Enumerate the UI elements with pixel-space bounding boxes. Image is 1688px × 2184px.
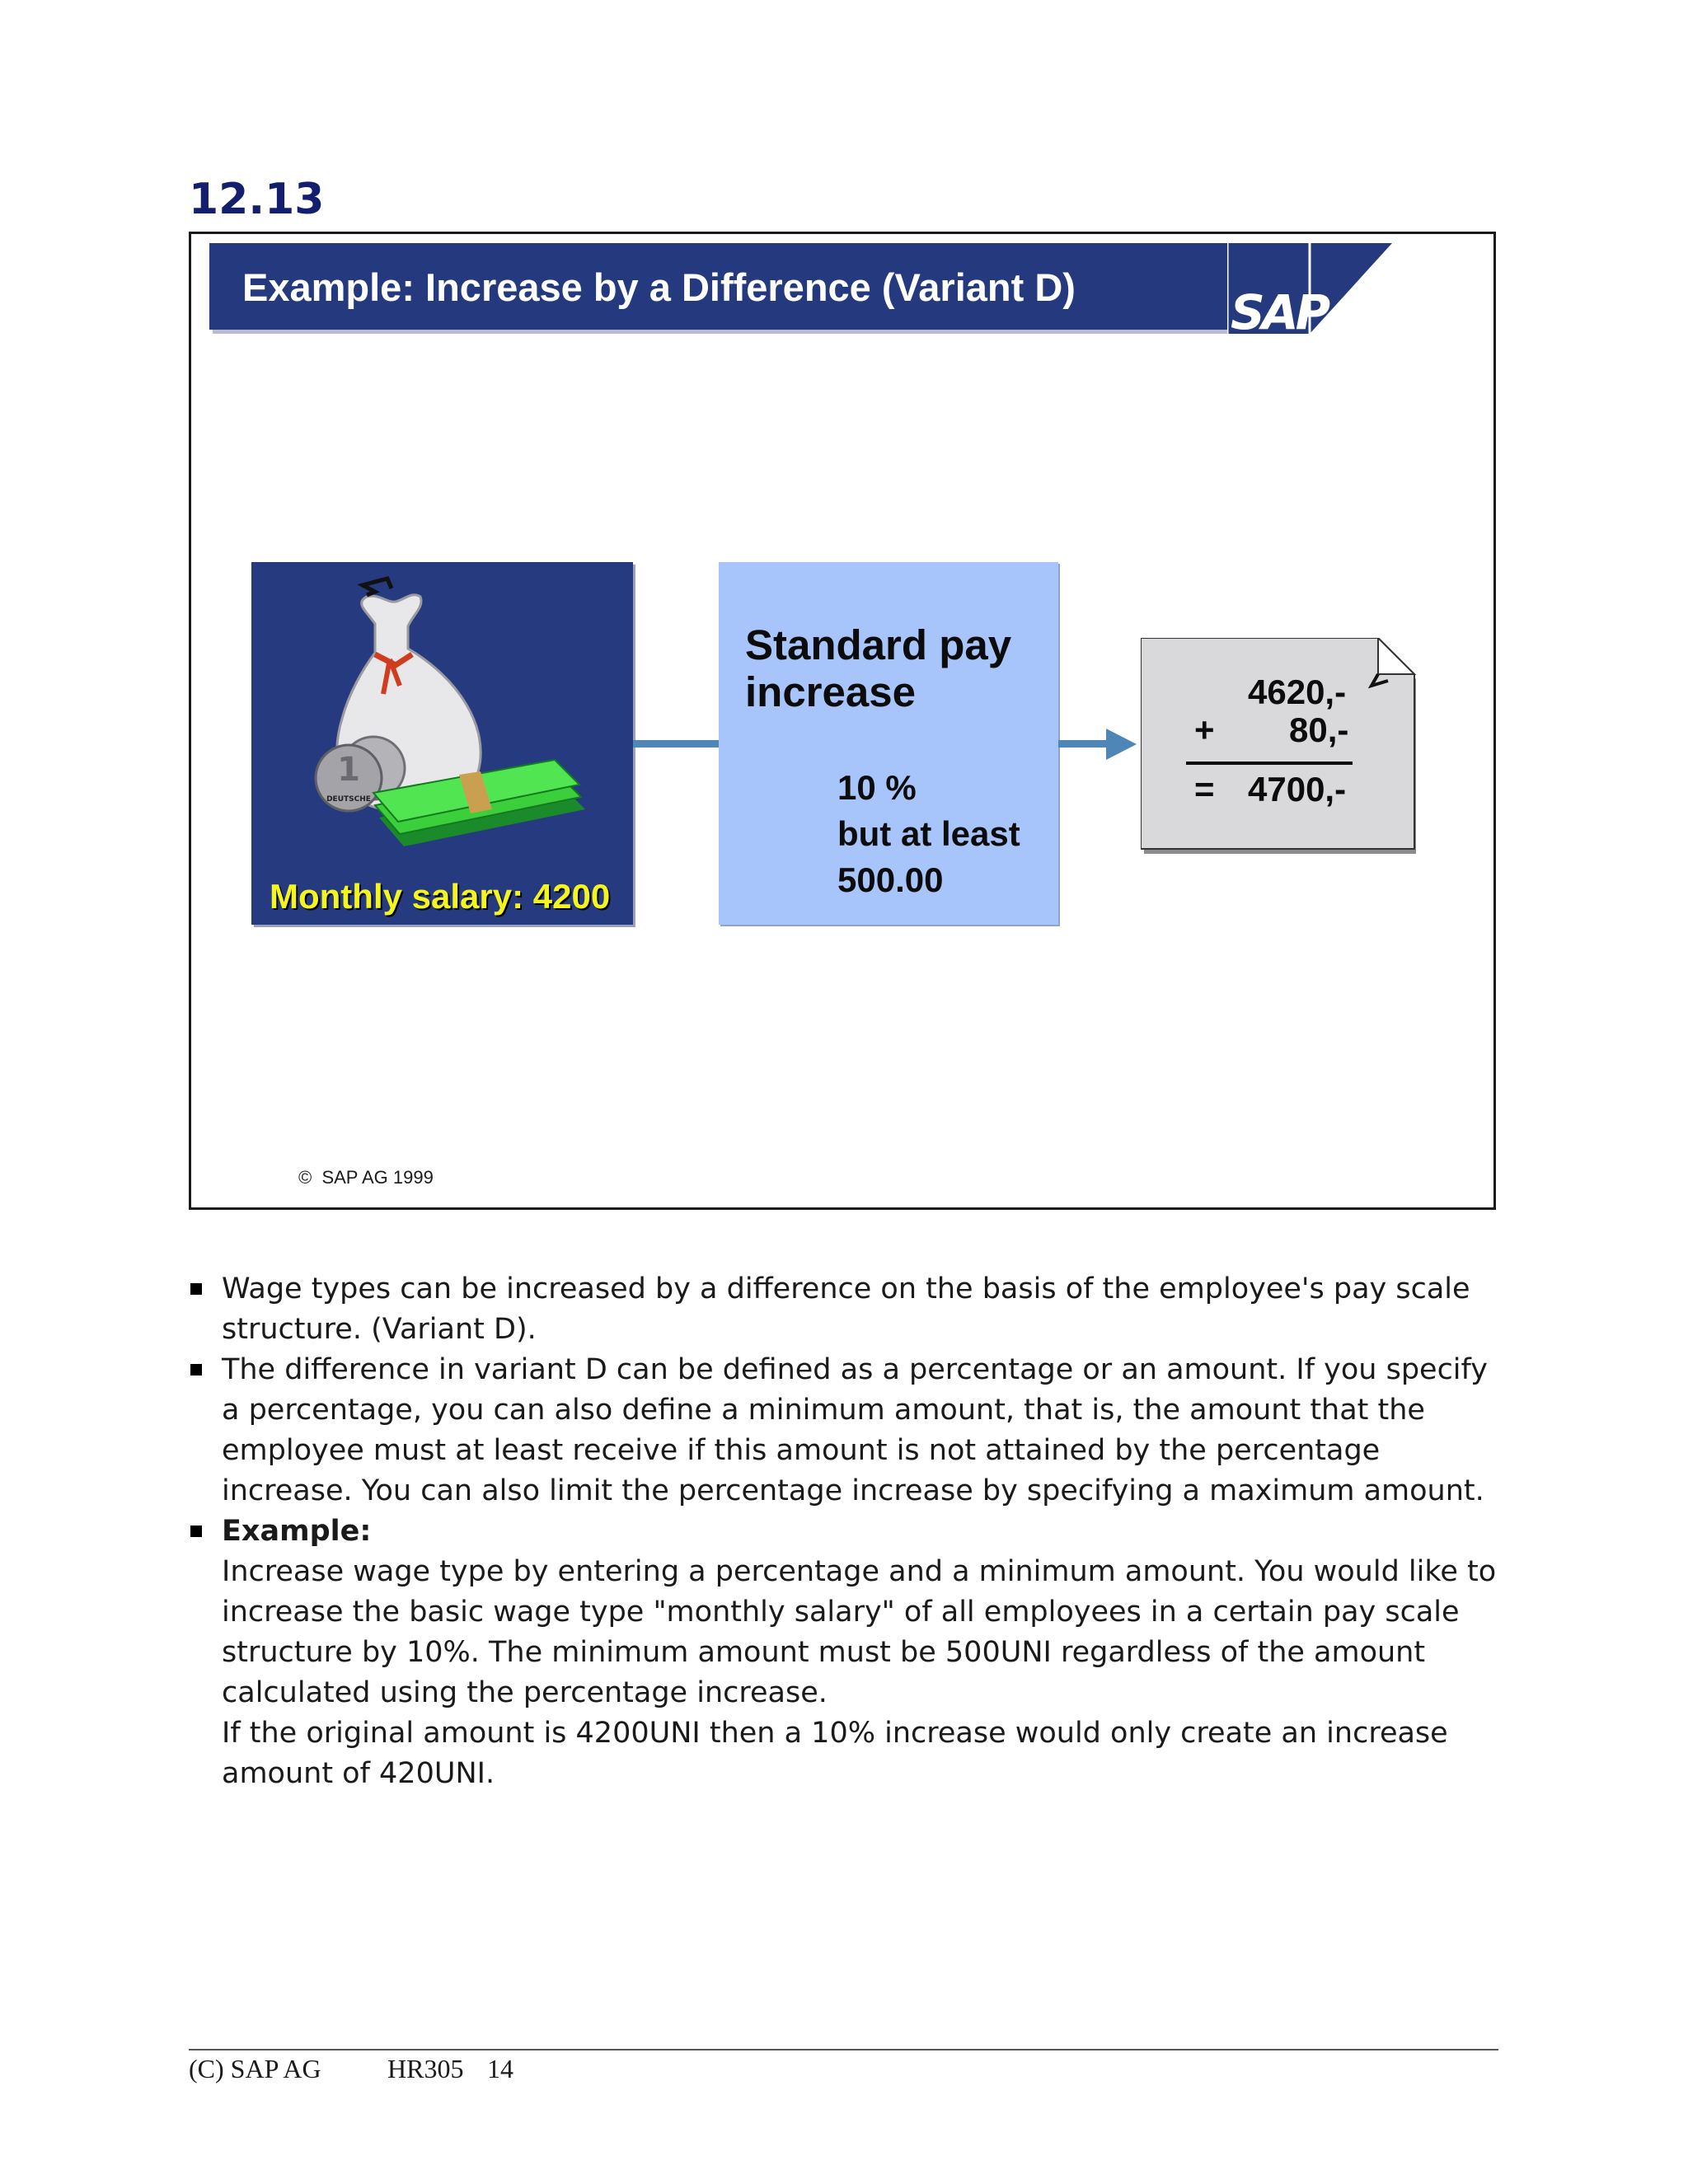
connector-line <box>633 740 719 748</box>
money-bag-illustration <box>251 562 633 867</box>
footer-course: HR305 <box>387 2054 464 2083</box>
calc-row2: 80,- <box>1289 710 1349 749</box>
monthly-salary-caption: Monthly salary: 4200 <box>270 877 611 916</box>
money-box <box>251 562 633 925</box>
square-bullet-icon <box>190 1526 202 1537</box>
calculation-document <box>1141 638 1421 856</box>
calc-plus-sign: + <box>1194 710 1215 749</box>
slide-copyright-text: SAP AG 1999 <box>321 1167 434 1188</box>
standard-pay-percent: 10 % <box>837 768 917 807</box>
calc-sum-line <box>1186 762 1353 765</box>
section-number: 12.13 <box>189 175 325 224</box>
calc-result: 4700,- <box>1248 770 1347 808</box>
example-paragraph-2: If the original amount is 4200UNI then a 10% increase would only create an increase amount of 420UNI. <box>222 1717 1448 1790</box>
notes-list <box>189 1269 1499 1794</box>
slide-title: Example: Increase by a Difference (Variant D) <box>242 265 1076 309</box>
svg-text:1: 1 <box>337 751 360 789</box>
note-bullet-3 <box>189 1511 1499 1794</box>
example-paragraph-1: Increase wage type by entering a percentage and a minimum amount. You would like to increase the basic wage type "monthly salary" of all employees in a certain pay scale structure by 10%. The minimum amount must be 500UNI regardless of the amount calculated using the percentage increase. <box>222 1555 1497 1709</box>
arrow-right-icon <box>1058 724 1141 766</box>
sap-logo <box>1227 243 1417 340</box>
example-heading: Example: <box>222 1515 372 1548</box>
footer-rule <box>189 2049 1498 2050</box>
calc-row1: 4620,- <box>1248 673 1347 711</box>
copyright-icon: © <box>298 1167 312 1188</box>
standard-pay-box <box>719 562 1058 925</box>
square-bullet-icon <box>190 1283 202 1295</box>
note-bullet-2 <box>189 1350 1499 1511</box>
slide-title-bar <box>209 243 1227 330</box>
note-text: The difference in variant D can be defined as a percentage or an amount. If you specify a percentage, you can also define a minimum amount, that is, the amount that the employee must at least receive if this amount is not attained by the percentage increase. You can also limit the percentage increase by specifying a maximum amount. <box>222 1353 1488 1507</box>
document-icon <box>1141 638 1421 856</box>
slide <box>189 232 1496 1210</box>
standard-pay-minimum-value: 500.00 <box>837 860 944 899</box>
calc-equals-sign: = <box>1194 770 1215 808</box>
standard-pay-minimum-label: but at least <box>837 814 1020 853</box>
sap-logo-text: SAP <box>1231 284 1328 340</box>
footer-page-number: 14 <box>487 2054 513 2083</box>
svg-text:DEUTSCHE: DEUTSCHE <box>326 795 371 804</box>
note-text: Wage types can be increased by a difference on the basis of the employee's pay scale structure. (Variant D). <box>222 1272 1470 1346</box>
note-bullet-1 <box>189 1269 1499 1350</box>
square-bullet-icon <box>190 1364 202 1376</box>
standard-pay-title: Standard pay increase <box>745 621 1012 715</box>
footer-company: (C) SAP AG <box>189 2054 321 2083</box>
slide-copyright <box>298 1167 434 1188</box>
